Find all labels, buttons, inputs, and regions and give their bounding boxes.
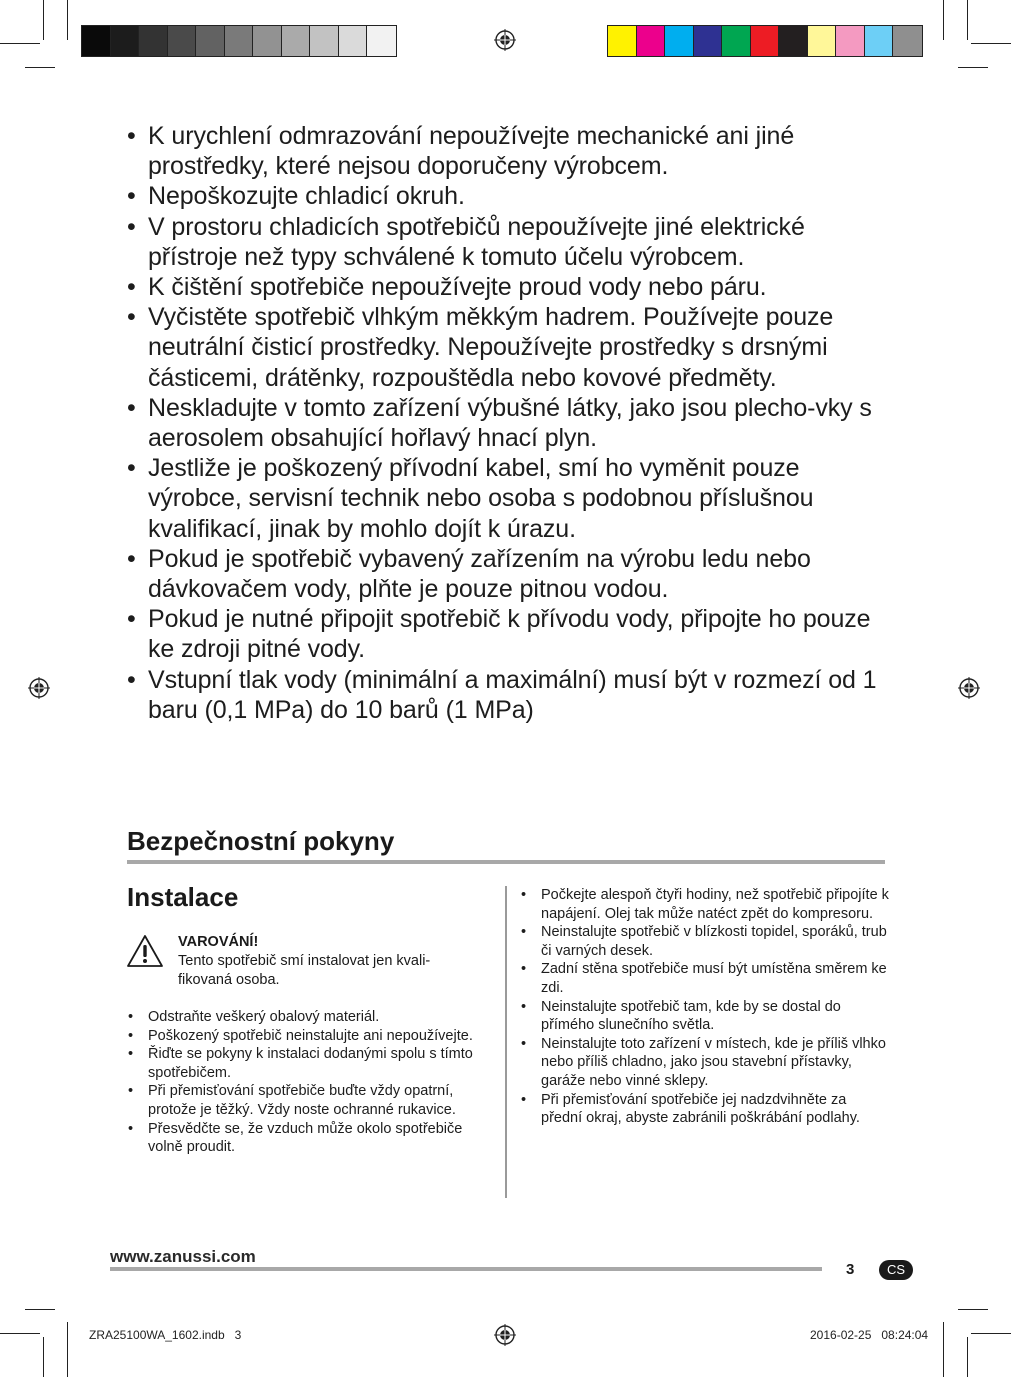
color-swatch bbox=[168, 26, 197, 56]
section-title: Bezpečnostní pokyny bbox=[127, 826, 395, 856]
column-divider bbox=[505, 886, 507, 1198]
list-item: • V prostoru chladicích spotřebičů nepoužívejte jiné elektrické přístroje než typy schválené k tomuto účelu výrobcem. bbox=[126, 212, 886, 272]
crop-mark bbox=[943, 0, 944, 40]
color-swatch bbox=[367, 26, 396, 56]
warning-triangle-icon bbox=[126, 934, 164, 968]
list-item: • Neinstalujte spotřebič tam, kde by se dostal do přímého slunečního světla. bbox=[521, 998, 891, 1035]
crop-mark bbox=[967, 0, 968, 40]
list-item: • Pokud je nutné připojit spotřebič k přívodu vody, připojte ho pouze ke zdroji pitné vody. bbox=[126, 604, 886, 664]
crop-mark bbox=[958, 67, 988, 68]
grayscale-color-bar bbox=[81, 25, 397, 57]
color-swatch bbox=[608, 26, 637, 56]
list-item: • Nepoškozujte chladicí okruh. bbox=[126, 181, 886, 211]
color-swatch bbox=[196, 26, 225, 56]
installation-list-right bbox=[521, 886, 891, 1128]
color-swatch bbox=[865, 26, 894, 56]
crop-mark bbox=[67, 1322, 68, 1377]
crop-mark bbox=[971, 43, 1011, 44]
print-slug-file: ZRA25100WA_1602.indb 3 bbox=[89, 1328, 242, 1342]
color-swatch bbox=[225, 26, 254, 56]
list-item: • Pokud je spotřebič vybavený zařízením na výrobu ledu nebo dávkovačem vody, plňte je pouze pitnou vodou. bbox=[126, 544, 886, 604]
color-swatch bbox=[282, 26, 311, 56]
color-swatch bbox=[139, 26, 168, 56]
color-swatch bbox=[310, 26, 339, 56]
list-item: • Neinstalujte toto zařízení v místech, kde je příliš vlhko nebo příliš chladno, jako jsou stavební přístavky, garáže nebo vinné sklepy. bbox=[521, 1035, 891, 1091]
color-swatch bbox=[637, 26, 666, 56]
section-divider bbox=[127, 860, 885, 864]
color-swatch bbox=[339, 26, 368, 56]
process-color-bar bbox=[607, 25, 923, 57]
color-swatch bbox=[893, 26, 922, 56]
list-item: • Řiďte se pokyny k instalaci dodanými spolu s tímto spotřebičem. bbox=[128, 1045, 488, 1082]
color-swatch bbox=[694, 26, 723, 56]
footer-url: www.zanussi.com bbox=[110, 1247, 256, 1266]
print-slug-timestamp: 2016-02-25 08:24:04 bbox=[810, 1328, 929, 1342]
crop-mark bbox=[25, 1309, 55, 1310]
list-item: • Jestliže je poškozený přívodní kabel, smí ho vyměnit pouze výrobce, servisní technik nebo osoba s podobnou příslušnou kvalifikací, jinak by mohlo dojít k úrazu. bbox=[126, 453, 886, 544]
list-item: • Neskladujte v tomto zařízení výbušné látky, jako jsou plecho-vky s aerosolem obsahující hořlavý hnací plyn. bbox=[126, 393, 886, 453]
list-item: • Vyčistěte spotřebič vlhkým měkkým hadrem. Používejte pouze neutrální čisticí prostředky. Nepoužívejte prostředky s drsnými částicemi, drátěnky, rozpouštědla nebo kovové předměty. bbox=[126, 302, 886, 393]
color-swatch bbox=[253, 26, 282, 56]
warning-heading: VAROVÁNÍ! bbox=[178, 934, 259, 950]
list-item: • Neinstalujte spotřebič v blízkosti topidel, sporáků, trub či varných desek. bbox=[521, 923, 891, 960]
list-item: • Počkejte alespoň čtyři hodiny, než spotřebič připojíte k napájení. Olej tak může natéct zpět do kompresoru. bbox=[521, 886, 891, 923]
crop-mark bbox=[967, 1337, 968, 1377]
page-number: 3 bbox=[846, 1261, 855, 1278]
registration-mark-icon bbox=[28, 677, 50, 699]
warning-text: Tento spotřebič smí instalovat jen kvali-fikovaná osoba. bbox=[178, 953, 431, 988]
crop-mark bbox=[0, 43, 40, 44]
color-swatch bbox=[722, 26, 751, 56]
crop-mark bbox=[0, 1333, 40, 1334]
safety-bullet-list bbox=[126, 121, 886, 725]
crop-mark bbox=[43, 1337, 44, 1377]
list-item: • Poškozený spotřebič neinstalujte ani nepoužívejte. bbox=[128, 1027, 488, 1046]
crop-mark bbox=[25, 67, 55, 68]
list-item: • K urychlení odmrazování nepoužívejte mechanické ani jiné prostředky, které nejsou doporučeny výrobcem. bbox=[126, 121, 886, 181]
registration-mark-icon bbox=[958, 677, 980, 699]
color-swatch bbox=[665, 26, 694, 56]
crop-mark bbox=[958, 1309, 988, 1310]
list-item: • Odstraňte veškerý obalový materiál. bbox=[128, 1008, 488, 1027]
installation-list-left bbox=[128, 1008, 488, 1157]
crop-mark bbox=[943, 1322, 944, 1377]
language-badge: CS bbox=[879, 1260, 913, 1280]
color-swatch bbox=[82, 26, 111, 56]
list-item: • Při přemisťování spotřebiče jej nadzdvihněte za přední okraj, abyste zabránili poškrábání podlahy. bbox=[521, 1091, 891, 1128]
color-swatch bbox=[111, 26, 140, 56]
list-item: • Zadní stěna spotřebiče musí být umístěna směrem ke zdi. bbox=[521, 960, 891, 997]
footer-divider bbox=[110, 1267, 822, 1271]
list-item: • Přesvědčte se, že vzduch může okolo spotřebiče volně proudit. bbox=[128, 1120, 488, 1157]
color-swatch bbox=[779, 26, 808, 56]
subsection-title: Instalace bbox=[127, 882, 239, 912]
color-swatch bbox=[836, 26, 865, 56]
list-item: • Vstupní tlak vody (minimální a maximální) musí být v rozmezí od 1 baru (0,1 MPa) do 10 barů (1 MPa) bbox=[126, 665, 886, 725]
color-swatch bbox=[808, 26, 837, 56]
crop-mark bbox=[67, 0, 68, 40]
registration-mark-icon bbox=[494, 29, 516, 51]
list-item: • K čištění spotřebiče nepoužívejte proud vody nebo páru. bbox=[126, 272, 886, 302]
registration-mark-icon bbox=[494, 1324, 516, 1346]
crop-mark bbox=[971, 1333, 1011, 1334]
color-swatch bbox=[751, 26, 780, 56]
crop-mark bbox=[43, 0, 44, 40]
list-item: • Při přemisťování spotřebiče buďte vždy opatrní, protože je těžký. Vždy noste ochranné rukavice. bbox=[128, 1082, 488, 1119]
